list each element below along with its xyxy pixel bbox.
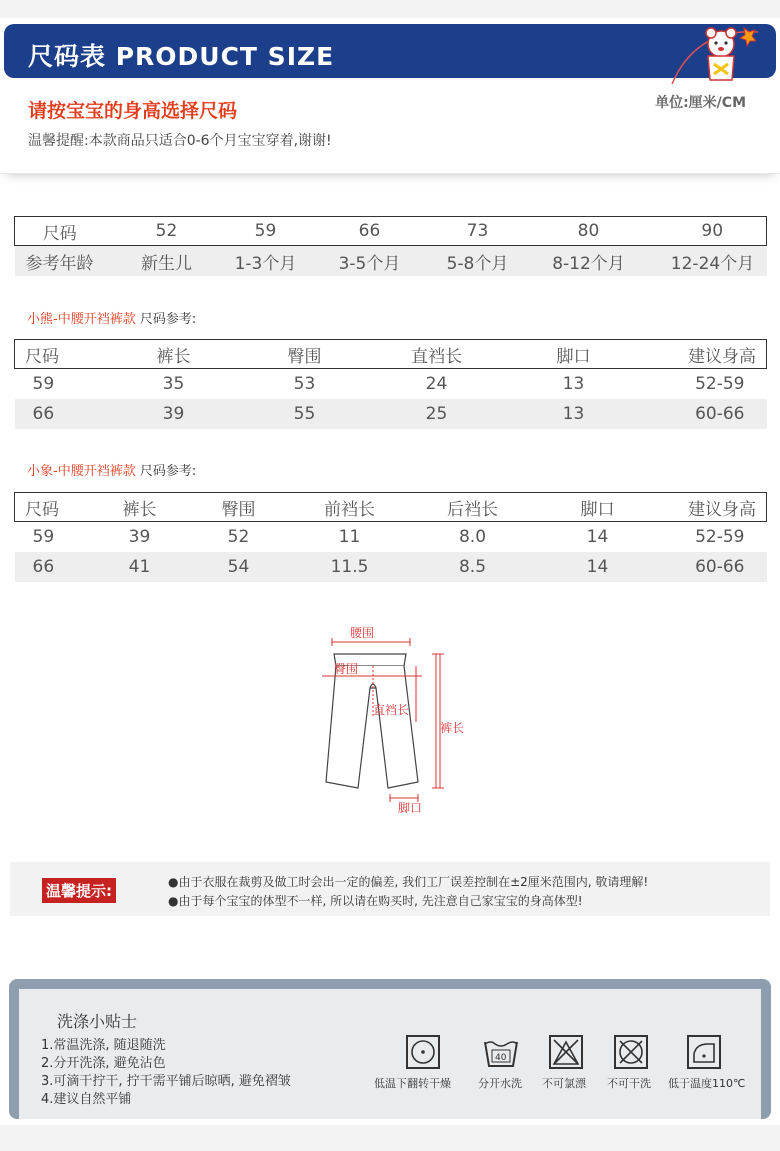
table-cell: 13 <box>517 399 631 429</box>
table-cell: 52 <box>227 527 250 547</box>
bottom-strip <box>0 1125 780 1151</box>
hip-label: 臀围 <box>334 662 359 676</box>
table-header-cell: 裤长 <box>95 340 253 369</box>
wash-icon-label: 不可氯漂 <box>542 1077 586 1090</box>
elephant-section-suffix: 尺码参考: <box>135 464 197 479</box>
page-title: 尺码表 PRODUCT SIZE <box>28 42 335 71</box>
table-header-cell: 建议身高 <box>631 340 767 369</box>
table-cell: 新生儿 <box>105 246 229 277</box>
table-cell: 41 <box>81 552 199 582</box>
table-header-row <box>15 340 767 369</box>
table-header-cell: 直裆长 <box>357 340 517 369</box>
table-cell: 55 <box>253 399 357 429</box>
table-row <box>15 246 767 277</box>
tumble-dry-low-icon <box>405 1034 441 1070</box>
table-cell: 39 <box>128 527 151 547</box>
table-header-cell: 臀围 <box>253 340 357 369</box>
tip-line: ●由于衣服在裁剪及做工时会出一定的偏差, 我们工厂误差控制在±2厘米范围内, 敬请理解! <box>168 875 649 889</box>
table-cell: 39 <box>95 399 253 429</box>
table-header-cell: 脚口 <box>525 493 671 522</box>
table-cell: 54 <box>199 552 279 582</box>
table-cell: 60-66 <box>671 552 767 582</box>
no-dry-clean-icon <box>613 1034 649 1070</box>
table-cell: 52-59 <box>695 374 745 394</box>
elephant-style-name: 小象-中腰开裆裤款 <box>27 464 136 479</box>
wash-care-list <box>41 1037 291 1109</box>
elephant-size-table <box>14 492 767 582</box>
table-cell: 24 <box>425 374 448 394</box>
table-header-cell: 73 <box>437 217 519 246</box>
table-header-cell: 建议身高 <box>671 493 767 522</box>
table-header-cell: 臀围 <box>199 493 279 522</box>
wash-care-title: 洗涤小贴士 <box>57 1012 138 1031</box>
table-cell: 1-3个月 <box>229 246 303 277</box>
tip-line: ●由于每个宝宝的体型不一样, 所以请在购买时, 先注意自己家宝宝的身高体型! <box>168 894 583 908</box>
top-strip <box>0 0 780 18</box>
tips-title: 温馨提示: <box>42 878 116 903</box>
table-header-cell: 52 <box>105 217 229 246</box>
hem-label: 脚口 <box>398 801 423 815</box>
table-header-cell: 后裆长 <box>421 493 525 522</box>
table-cell: 59 <box>32 374 55 394</box>
table-header-cell: 90 <box>659 217 767 246</box>
elephant-section-label <box>27 460 196 479</box>
table-header-row <box>15 493 767 522</box>
table-cell: 8-12个月 <box>519 246 659 277</box>
table-cell: 14 <box>525 552 671 582</box>
bear-mascot-icon <box>666 18 766 88</box>
table-header-cell: 裤长 <box>81 493 199 522</box>
table-cell: 52-59 <box>695 527 745 547</box>
wash-icon-label: 低温下翻转干燥 <box>374 1077 451 1090</box>
table-cell: 59 <box>32 527 55 547</box>
bear-section-suffix: 尺码参考: <box>135 312 197 327</box>
table-row <box>15 369 767 400</box>
table-header-cell: 59 <box>229 217 303 246</box>
wash-40-icon <box>483 1034 519 1070</box>
wash-care-box <box>9 979 771 1119</box>
table-cell: 53 <box>293 374 316 394</box>
table-cell: 5-8个月 <box>437 246 519 277</box>
wash-icon-label: 不可干洗 <box>607 1077 651 1090</box>
bear-size-table <box>14 339 767 429</box>
list-item: 1.常温洗涤, 随退随洗 <box>41 1038 166 1053</box>
table-header-row <box>15 217 767 246</box>
iron-low-icon <box>686 1034 722 1070</box>
table-header-cell: 前裆长 <box>279 493 421 522</box>
table-cell: 12-24个月 <box>659 246 767 277</box>
title-bar <box>4 24 776 78</box>
table-row <box>15 552 767 582</box>
table-cell: 8.5 <box>421 552 525 582</box>
wash-icon-label: 低于温度110℃ <box>668 1077 746 1090</box>
size-selection-hint: 请按宝宝的身高选择尺码 <box>28 100 238 122</box>
table-header-cell: 尺码 <box>15 217 105 246</box>
unit-label: 单位:厘米/CM <box>655 95 746 111</box>
wash-icon-label: 分开水洗 <box>478 1077 522 1090</box>
table-cell: 参考年龄 <box>15 246 105 277</box>
table-cell: 3-5个月 <box>303 246 437 277</box>
table-row <box>15 399 767 429</box>
table-cell: 8.0 <box>458 527 487 547</box>
table-header-cell: 66 <box>303 217 437 246</box>
age-notice: 温馨提醒:本款商品只适合0-6个月宝宝穿着,谢谢! <box>28 133 332 149</box>
table-header-cell: 尺码 <box>15 493 81 522</box>
table-header-cell: 脚口 <box>517 340 631 369</box>
pants-measurement-diagram <box>298 622 498 822</box>
bear-style-name: 小熊-中腰开裆裤款 <box>27 312 136 327</box>
table-cell: 66 <box>15 552 81 582</box>
no-bleach-icon <box>548 1034 584 1070</box>
table-header-cell: 80 <box>519 217 659 246</box>
wash-care-panel <box>19 989 761 1119</box>
waist-label: 腰围 <box>350 626 375 640</box>
table-cell: 25 <box>357 399 517 429</box>
length-label: 裤长 <box>440 721 465 735</box>
wash-temp-text: 40 <box>495 1053 507 1063</box>
rise-label: 直裆长 <box>373 703 410 717</box>
tips-box <box>10 862 770 916</box>
table-header-cell: 尺码 <box>15 340 95 369</box>
age-size-table <box>14 216 767 276</box>
table-row <box>15 522 767 553</box>
table-cell: 60-66 <box>631 399 767 429</box>
list-item: 2.分开洗涤, 避免沾色 <box>41 1056 166 1071</box>
table-cell: 13 <box>562 374 585 394</box>
table-cell: 11 <box>338 527 361 547</box>
bear-section-label <box>27 308 196 327</box>
table-cell: 35 <box>162 374 185 394</box>
list-item: 4.建议自然平铺 <box>41 1092 132 1107</box>
table-cell: 14 <box>586 527 609 547</box>
list-item: 3.可滴干拧干, 拧干需平铺后晾晒, 避免褶皱 <box>41 1074 291 1089</box>
table-cell: 11.5 <box>279 552 421 582</box>
table-cell: 66 <box>15 399 95 429</box>
